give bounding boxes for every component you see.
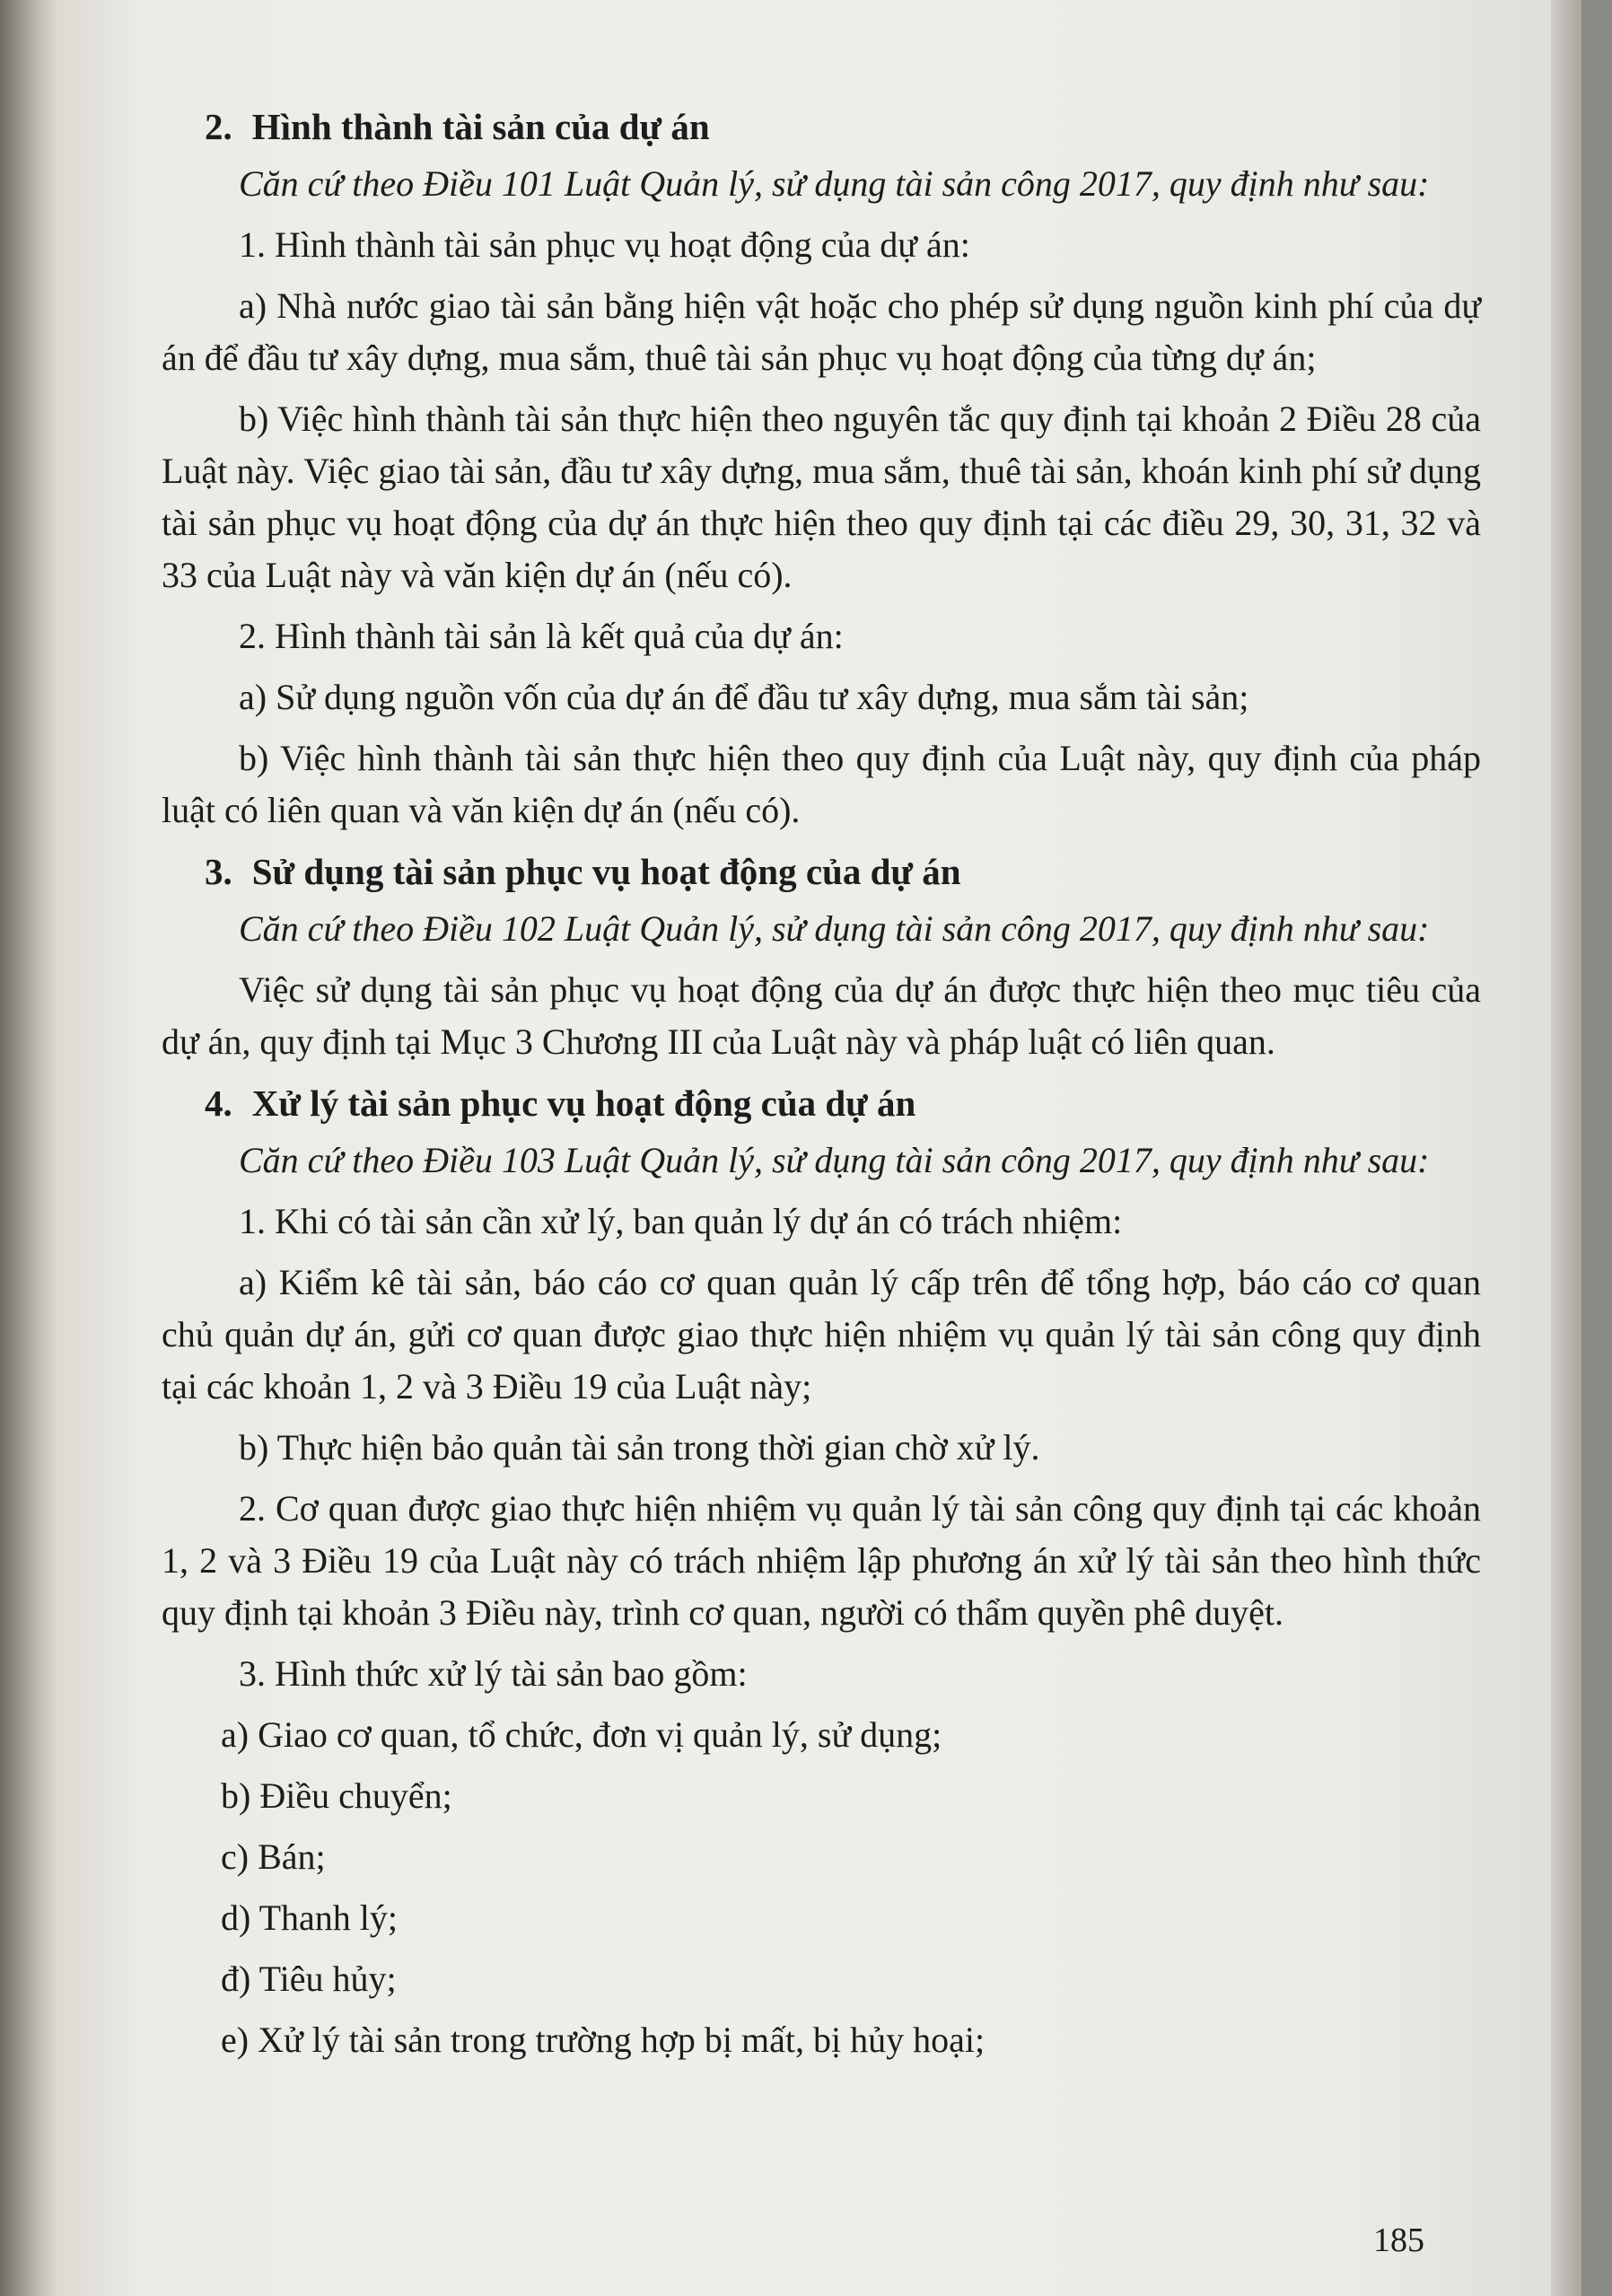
paragraph: 2. Hình thành tài sản là kết quả của dự án:	[239, 616, 844, 656]
section-heading	[162, 1077, 1481, 1129]
list-item: d) Thanh lý;	[221, 1897, 399, 1938]
legal-basis: Căn cứ theo Điều 103 Luật Quản lý, sử dụng tài sản công 2017, quy định như sau:	[239, 1140, 1430, 1180]
section-heading	[162, 101, 1481, 153]
list-item: c) Bán;	[221, 1836, 326, 1877]
paragraph: b) Việc hình thành tài sản thực hiện theo quy định của Luật này, quy định của pháp luật có liên quan và văn kiện dự án (nếu có).	[162, 738, 1481, 830]
paragraph: a) Sử dụng nguồn vốn của dự án để đầu tư xây dựng, mua sắm tài sản;	[239, 677, 1249, 717]
list-item: b) Điều chuyển;	[221, 1775, 452, 1816]
paragraph: b) Thực hiện bảo quản tài sản trong thời gian chờ xử lý.	[239, 1427, 1040, 1468]
legal-basis: Căn cứ theo Điều 102 Luật Quản lý, sử dụng tài sản công 2017, quy định như sau:	[239, 908, 1430, 949]
paragraph: 1. Khi có tài sản cần xử lý, ban quản lý dự án có trách nhiệm:	[239, 1201, 1123, 1241]
paragraph: a) Kiểm kê tài sản, báo cáo cơ quan quản lý cấp trên để tổng hợp, báo cáo cơ quan chủ quản dự án, gửi cơ quan được giao thực hiện nhiệm vụ quản lý tài sản công quy định tại các khoản 1, 2 và 3 Điều 19 của Luật này;	[162, 1262, 1481, 1407]
section-number: 4.	[205, 1082, 232, 1124]
paragraph: Việc sử dụng tài sản phục vụ hoạt động của dự án được thực hiện theo mục tiêu của dự án, quy định tại Mục 3 Chương III của Luật này và pháp luật có liên quan.	[162, 969, 1481, 1062]
legal-basis: Căn cứ theo Điều 101 Luật Quản lý, sử dụng tài sản công 2017, quy định như sau:	[239, 163, 1430, 204]
section-number: 3.	[205, 851, 232, 892]
page-edge	[1551, 0, 1581, 2296]
paragraph: 3. Hình thức xử lý tài sản bao gồm:	[239, 1653, 748, 1694]
paragraph: a) Nhà nước giao tài sản bằng hiện vật hoặc cho phép sử dụng nguồn kinh phí của dự án để đầu tư xây dựng, mua sắm, thuê tài sản phục vụ hoạt động của từng dự án;	[162, 285, 1481, 378]
paragraph: b) Việc hình thành tài sản thực hiện theo nguyên tắc quy định tại khoản 2 Điều 28 của Luật này. Việc giao tài sản, đầu tư xây dựng, mua sắm, thuê tài sản, khoán kinh phí sử dụng tài sản phục vụ hoạt động của dự án thực hiện theo quy định tại các điều 29, 30, 31, 32 và 33 của Luật này và văn kiện dự án (nếu có).	[162, 399, 1481, 595]
section-heading	[162, 846, 1481, 898]
list-item: e) Xử lý tài sản trong trường hợp bị mất, bị hủy hoại;	[221, 2020, 986, 2060]
book-page	[56, 0, 1581, 2296]
paragraph: 1. Hình thành tài sản phục vụ hoạt động của dự án:	[239, 224, 970, 265]
page-number: 185	[1373, 2222, 1424, 2259]
section-number: 2.	[205, 106, 232, 147]
list-item: đ) Tiêu hủy;	[221, 1959, 397, 1999]
section-title: Sử dụng tài sản phục vụ hoạt động của dự án	[251, 851, 961, 892]
section-title: Hình thành tài sản của dự án	[251, 106, 710, 147]
list-item: a) Giao cơ quan, tổ chức, đơn vị quản lý, sử dụng;	[221, 1714, 942, 1755]
book-spine-shadow	[0, 0, 63, 2296]
page-content	[162, 101, 1481, 2075]
paragraph: 2. Cơ quan được giao thực hiện nhiệm vụ quản lý tài sản công quy định tại các khoản 1, 2 và 3 Điều 19 của Luật này có trách nhiệm lập phương án xử lý tài sản theo hình thức quy định tại khoản 3 Điều này, trình cơ quan, người có thẩm quyền phê duyệt.	[162, 1488, 1481, 1633]
section-title: Xử lý tài sản phục vụ hoạt động của dự án	[251, 1082, 916, 1124]
